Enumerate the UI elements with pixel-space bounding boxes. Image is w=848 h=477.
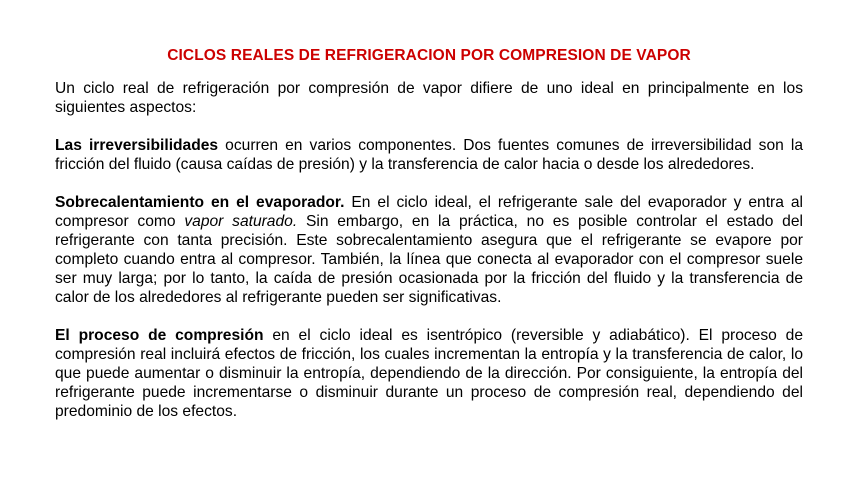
superheating-text-after: Sin embargo, en la práctica, no es posible controlar el estado del refrigerante con tanta precisión. Este sobrecalentamiento asegura que el refrigerante se evapore por completo cuando entra al compresor. También, la línea que conecta al evaporador con el compresor suele ser muy larga; por lo tanto, la caída de presión ocasionada por la fricción del fluido y la transferencia de calor de los alrededores al refrigerante pueden ser significativas.	[55, 213, 803, 306]
compression-text: en el ciclo ideal es isentrópico (reversible y adiabático). El proceso de compresión real incluirá efectos de fricción, los cuales incrementan la entropía y la transferencia de calor, lo que puede aumentar o disminuir la entropía, dependiendo de la dirección. Por consiguiente, la entropía del refrigerante puede incrementarse o disminuir durante un proceso de compresión real, dependiendo del predominio de los efectos.	[55, 327, 804, 420]
irreversibilities-paragraph	[55, 136, 803, 174]
page-title: CICLOS REALES DE REFRIGERACION POR COMPRESION DE VAPOR	[167, 47, 691, 64]
irreversibilities-text: ocurren en varios componentes. Dos fuentes comunes de irreversibilidad son la fricción del fluido (causa caídas de presión) y la transferencia de calor hacia o desde los alrededores.	[55, 137, 803, 173]
superheating-text-before: En el ciclo ideal, el refrigerante sale del evaporador y entra al compresor como	[55, 194, 803, 230]
superheating-heading: Sobrecalentamiento en el evaporador.	[55, 194, 345, 211]
intro-paragraph: Un ciclo real de refrigeración por compresión de vapor difiere de uno ideal en principalmente en los siguientes aspectos:	[55, 80, 803, 116]
compression-paragraph	[55, 326, 803, 421]
irreversibilities-heading: Las irreversibilidades	[55, 137, 219, 154]
superheating-emphasis: vapor saturado.	[184, 213, 298, 230]
superheating-paragraph	[55, 193, 803, 307]
compression-heading: El proceso de compresión	[55, 327, 264, 344]
